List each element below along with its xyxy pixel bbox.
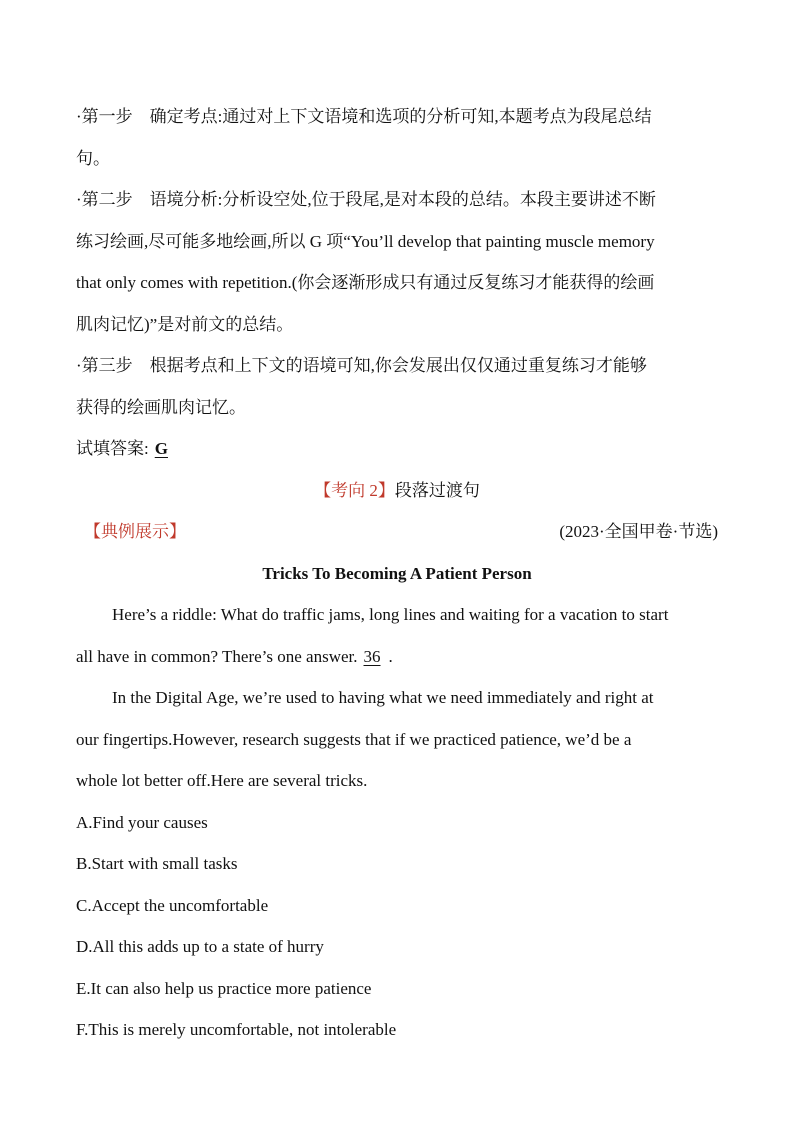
- step3-line-2: 获得的绘画肌肉记忆。: [76, 397, 246, 417]
- section-kao-label: 【考向 2】: [314, 480, 395, 500]
- option-d: D.All this adds up to a state of hurry: [76, 937, 324, 956]
- option-a: A.Find your causes: [76, 812, 208, 832]
- example-header: [76, 511, 718, 553]
- passage-p2-line-3: whole lot better off.Here are several tricks.: [76, 771, 368, 790]
- passage-p1-line-2: [76, 636, 718, 678]
- option-f: F.This is merely uncomfortable, not intolerable: [76, 1020, 397, 1039]
- document-page: [76, 96, 718, 1051]
- section-heading: [76, 470, 718, 512]
- option-c: C.Accept the uncomfortable: [76, 895, 269, 915]
- step1-line-1: ·第一步 确定考点:通过对上下文语境和选项的分析可知,本题考点为段尾总结: [76, 107, 652, 126]
- option-e: E.It can also help us practice more patience: [76, 978, 372, 998]
- trial-answer-label: 试填答案:: [76, 439, 149, 458]
- step1-line-2: 句。: [76, 148, 110, 168]
- example-label: 【典例展示】: [84, 522, 186, 541]
- passage-p2-line-1: In the Digital Age, we’re used to having what we need immediately and right at: [112, 688, 654, 707]
- passage-p1-end: .: [388, 646, 393, 666]
- step3-line-1: ·第三步 根据考点和上下文的语境可知,你会发展出仅仅通过重复练习才能够: [76, 356, 647, 375]
- step2-line-1: ·第二步 语境分析:分析设空处,位于段尾,是对本段的总结。本段主要讲述不断: [76, 190, 656, 209]
- step2-line-4: 肌肉记忆)”是对前文的总结。: [76, 314, 294, 334]
- passage-p1-line-1: Here’s a riddle: What do traffic jams, long lines and waiting for a vacation to start: [112, 605, 669, 624]
- trial-answer-value: G: [154, 439, 168, 458]
- passage-title: Tricks To Becoming A Patient Person: [262, 563, 532, 583]
- step2-line-2: 练习绘画,尽可能多地绘画,所以 G 项“You’ll develop that painting muscle memory: [76, 231, 655, 251]
- example-source: (2023·全国甲卷·节选): [559, 522, 718, 541]
- trial-answer: [76, 428, 718, 470]
- passage-p1-text: all have in common? There’s one answer.: [76, 646, 358, 666]
- option-b: B.Start with small tasks: [76, 854, 238, 873]
- blank-36: 36: [363, 646, 381, 666]
- step2-line-3: that only comes with repetition.(你会逐渐形成只有通过反复练习才能获得的绘画: [76, 273, 655, 292]
- section-title: 段落过渡句: [394, 480, 480, 500]
- passage-p2-line-2: our fingertips.However, research suggests that if we practiced patience, we’d be a: [76, 729, 632, 749]
